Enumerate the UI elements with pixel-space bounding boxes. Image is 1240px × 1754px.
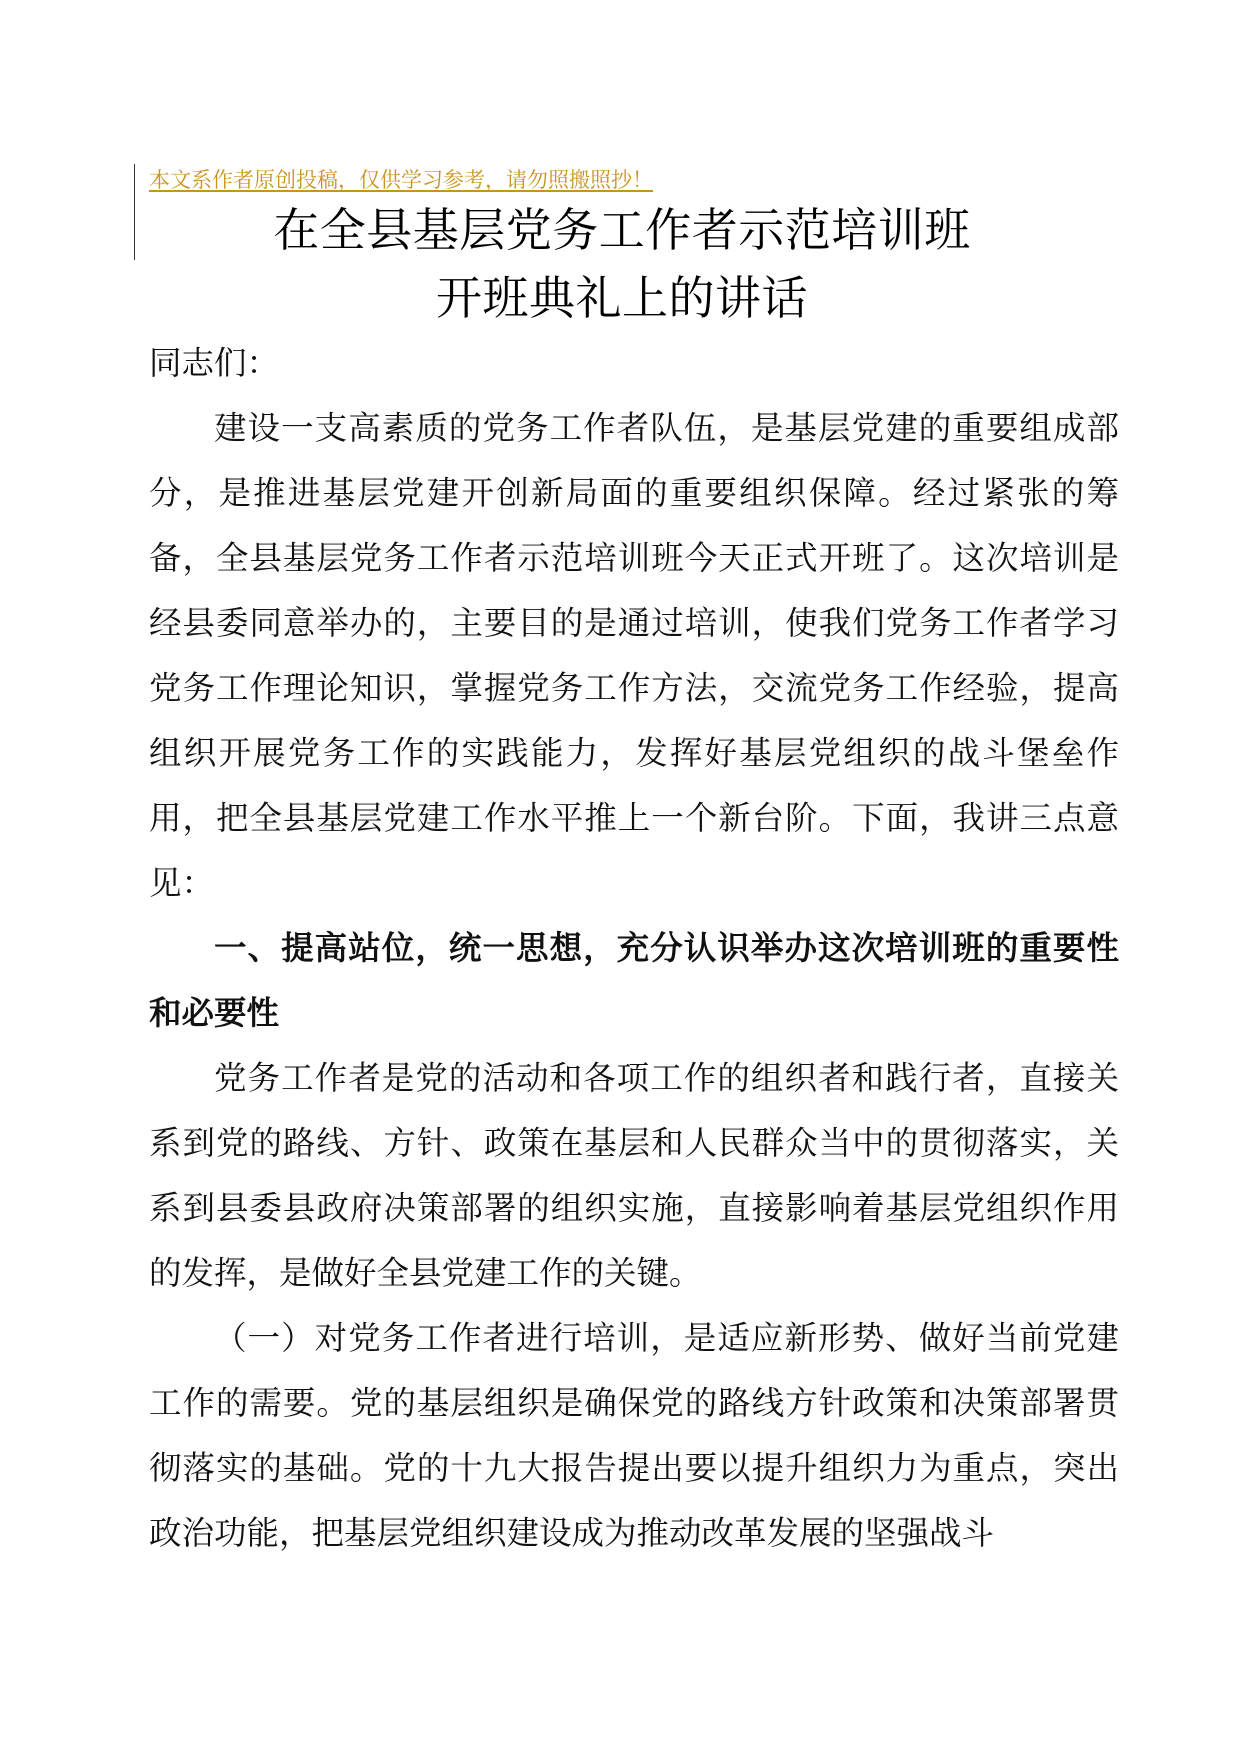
- document-title-line-1: 在全县基层党务工作者示范培训班: [273, 203, 971, 257]
- salutation: 同志们：: [149, 344, 280, 382]
- section-heading-1: 一、提高站位，统一思想，充分认识举办这次培训班的重要性和必要性: [149, 929, 1119, 1032]
- body-paragraph-subsection-1: （一）对党务工作者进行培训，是适应新形势、做好当前党建工作的需要。党的基层组织是确保党的路线方针政策和决策部署贯彻落实的基础。党的十九大报告提出要以提升组织力为重点，突出政治功能，把基层党组织建设成为推动改革发展的坚强战斗: [149, 1319, 1119, 1552]
- document-body: [149, 331, 1119, 1566]
- copyright-notice: 本文系作者原创投稿，仅供学习参考，请勿照搬照抄！: [149, 168, 653, 192]
- left-margin-rule: [134, 164, 135, 260]
- document-title-line-2: 开班典礼上的讲话: [436, 271, 808, 325]
- body-paragraph-section-1: 党务工作者是党的活动和各项工作的组织者和践行者，直接关系到党的路线、方针、政策在基层和人民群众当中的贯彻落实，关系到县委县政府决策部署的组织实施，直接影响着基层党组织作用的发挥，是做好全县党建工作的关键。: [149, 1059, 1119, 1292]
- body-paragraph-intro: 建设一支高素质的党务工作者队伍，是基层党建的重要组成部分，是推进基层党建开创新局面的重要组织保障。经过紧张的筹备，全县基层党务工作者示范培训班今天正式开班了。这次培训是经县委同意举办的，主要目的是通过培训，使我们党务工作者学习党务工作理论知识，掌握党务工作方法，交流党务工作经验，提高组织开展党务工作的实践能力，发挥好基层党组织的战斗堡垒作用，把全县基层党建工作水平推上一个新台阶。下面，我讲三点意见：: [149, 409, 1119, 902]
